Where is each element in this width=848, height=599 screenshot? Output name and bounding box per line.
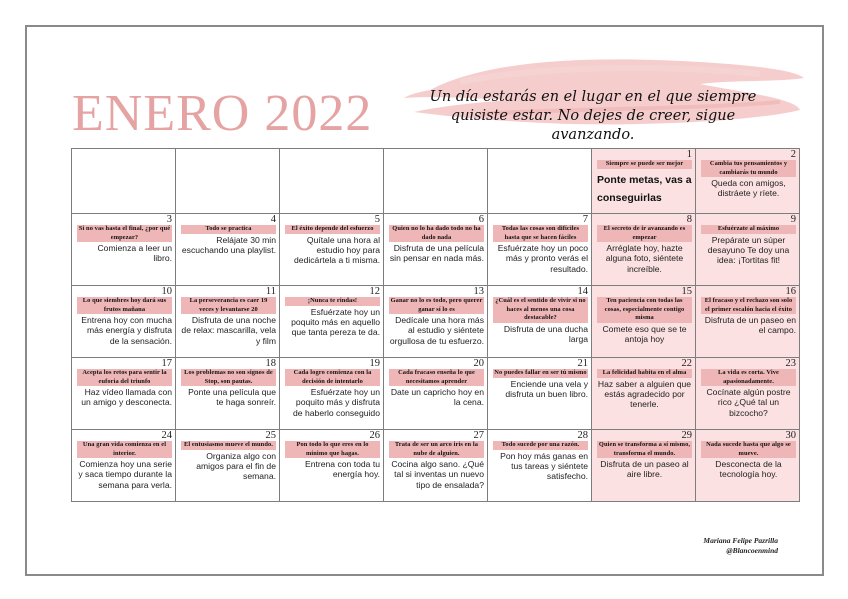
day-number: 9 xyxy=(790,214,796,225)
day-quote-highlight: Si no vas hasta el final, ¿por qué empezar? xyxy=(78,225,171,241)
day-activity-text: Comienza a leer un libro. xyxy=(97,243,172,264)
day-quote-highlight: Acepta los retos para sentir la euforia del triunfo xyxy=(77,369,172,386)
day-quote-highlight: Quien se transforma a sí mismo, transforma el mundo. xyxy=(598,441,691,457)
calendar-empty-cell xyxy=(72,149,176,214)
day-quote-highlight: Cada fracaso enseña lo que necesitamos aprender xyxy=(389,369,484,386)
day-activity-text: Disfruta de una noche de relax: mascarilla, vela y film xyxy=(181,315,276,346)
calendar-day-cell xyxy=(488,430,592,502)
day-number: 19 xyxy=(369,358,380,369)
day-quote-highlight: Una gran vida comienza en el interior. xyxy=(77,441,172,458)
day-quote-highlight: Todo sucede por una razón. xyxy=(493,441,588,450)
day-number: 4 xyxy=(270,214,276,225)
day-number: 22 xyxy=(681,358,692,369)
day-activity-text: Organiza algo con amigos para el fin de semana. xyxy=(196,450,276,482)
day-activity-text: Entrena con toda tu energía hoy. xyxy=(304,459,380,480)
day-activity-text: Queda con amigos, distráete y ríete. xyxy=(711,178,786,199)
calendar-day-cell xyxy=(384,430,488,502)
calendar-day-cell xyxy=(488,214,592,286)
day-number: 30 xyxy=(785,430,796,441)
day-number: 23 xyxy=(785,358,796,369)
day-quote-highlight: ¡Nunca te rindas! xyxy=(285,297,380,306)
day-number: 20 xyxy=(473,358,484,369)
day-number: 6 xyxy=(478,214,484,225)
day-number: 12 xyxy=(369,286,380,297)
day-activity-text: Disfruta de una película sin pensar en nada más. xyxy=(389,243,484,264)
day-quote-highlight: Nada sucede hasta que algo se mueve. xyxy=(701,441,796,458)
day-activity-text: Enciende una vela y disfruta un buen libro. xyxy=(505,378,588,399)
calendar-day-cell xyxy=(384,214,488,286)
day-number: 1 xyxy=(686,149,692,160)
calendar-day-cell xyxy=(384,358,488,430)
signature-handle: @Blancoenmind xyxy=(726,546,778,555)
day-activity-text: Quítale una hora al estudio hoy para dedicártela a ti misma. xyxy=(294,234,380,266)
calendar-week-row xyxy=(72,214,800,286)
day-quote-highlight: Lo que siembres hoy dará sus frutos mañana xyxy=(77,297,172,314)
day-activity-text: Comienza hoy una serie y saca tiempo durante la semana para verla. xyxy=(78,459,172,490)
calendar-day-cell xyxy=(488,286,592,358)
day-number: 5 xyxy=(374,214,380,225)
calendar-day-cell xyxy=(592,358,696,430)
day-activity-text: Esfuérzate hoy un poco más y pronto verás el resultado. xyxy=(497,243,588,274)
day-quote-highlight: Cada logro comienza con la decisión de intentarlo xyxy=(285,369,380,386)
day-quote-highlight: La perseverancia es caer 19 veces y levantarse 20 xyxy=(181,297,276,314)
day-number: 26 xyxy=(369,430,380,441)
day-quote-highlight: Quien no lo ha dado todo no ha dado nada xyxy=(389,225,484,242)
day-number: 29 xyxy=(681,430,692,441)
calendar-day-cell xyxy=(280,214,384,286)
calendar-day-cell xyxy=(592,149,696,214)
day-number: 27 xyxy=(473,430,484,441)
calendar-week-row xyxy=(72,149,800,214)
day-activity-text: Esfuérzate hoy un poquito más en aquello que tanta pereza te da. xyxy=(291,306,380,338)
day-number: 11 xyxy=(265,286,276,297)
day-number: 28 xyxy=(577,430,588,441)
day-activity-text: Arréglate hoy, hazte alguna foto, siéntete increíble. xyxy=(605,243,684,274)
day-number: 16 xyxy=(785,286,796,297)
day-number: 14 xyxy=(577,286,588,297)
calendar-empty-cell xyxy=(176,149,280,214)
calendar-empty-cell xyxy=(384,149,488,214)
day-number: 15 xyxy=(681,286,692,297)
calendar-grid xyxy=(71,148,800,502)
calendar-week-row xyxy=(72,358,800,430)
day-activity-text: Entrena hoy con mucha más energía y disfruta de la sensación. xyxy=(81,315,172,346)
day-number: 2 xyxy=(790,149,796,160)
day-quote-highlight: Todas las cosas son difíciles hasta que se hacen fáciles xyxy=(493,225,588,242)
day-quote-highlight: Esfuérzate al máximo xyxy=(701,225,796,234)
day-quote-highlight: El secreto de ir avanzando es empezar xyxy=(597,225,692,242)
day-activity-text: Disfruta de un paseo al aire libre. xyxy=(600,459,689,480)
day-activity-text: Haz vídeo llamada con un amigo y desconecta. xyxy=(81,387,172,408)
calendar-day-cell xyxy=(280,358,384,430)
signature-name: Mariana Felipe Pazrilla xyxy=(703,536,778,545)
day-activity-text: Prepárate un súper desayuno Te doy una idea: ¡Tortitas fit! xyxy=(707,234,790,266)
calendar-day-cell xyxy=(280,286,384,358)
calendar-day-cell xyxy=(72,286,176,358)
day-activity-text: Pon hoy más ganas en tus tareas y siéntete satisfecho. xyxy=(500,450,588,482)
calendar-day-cell xyxy=(176,286,280,358)
day-quote-highlight: Todo se practica xyxy=(181,225,276,234)
day-activity-text: Disfruta de una ducha larga xyxy=(503,323,588,344)
calendar-day-cell xyxy=(696,358,800,430)
calendar-empty-cell xyxy=(280,149,384,214)
calendar-week-row xyxy=(72,286,800,358)
day-number: 24 xyxy=(161,430,172,441)
day-number: 18 xyxy=(265,358,276,369)
day-quote-highlight: La felicidad habita en el alma xyxy=(597,369,692,378)
day-activity-text: Cocínate algún postre rico ¿Qué tal un bizcocho? xyxy=(706,387,791,418)
day-number: 8 xyxy=(686,214,692,225)
day-activity-text: Relájate 30 min escuchando una playlist. xyxy=(181,234,276,255)
calendar-day-cell xyxy=(176,214,280,286)
day-quote-highlight: Pon todo lo que eres en lo mínimo que hagas. xyxy=(285,441,380,458)
calendar-day-cell xyxy=(384,286,488,358)
day-activity-text: Comete eso que se te antoja hoy xyxy=(602,323,687,344)
calendar-day-cell xyxy=(280,430,384,502)
day-quote-highlight: El éxito depende del esfuerzo xyxy=(285,225,380,234)
day-number: 3 xyxy=(166,214,172,225)
day-number: 17 xyxy=(161,358,172,369)
calendar-week-row xyxy=(72,430,800,502)
day-activity-text: Ponte una película que te haga sonreír. xyxy=(188,387,276,408)
calendar-day-cell xyxy=(72,214,176,286)
calendar-day-cell xyxy=(696,286,800,358)
calendar-day-cell xyxy=(696,149,800,214)
calendar-day-cell xyxy=(176,430,280,502)
day-number: 25 xyxy=(265,430,276,441)
calendar-day-cell xyxy=(176,358,280,430)
day-quote-highlight: No puedes fallar en ser tú mismo xyxy=(494,369,587,376)
signature xyxy=(703,536,778,556)
day-quote-highlight: Ganar no lo es todo, pero querer ganar sí lo es xyxy=(390,297,483,313)
motivational-quote: Un día estarás en el lugar en el que siempre quisiste estar. No dejes de creer, sigue avanzando. xyxy=(429,89,757,143)
day-number: 13 xyxy=(473,286,484,297)
day-quote-highlight: Siempre se puede ser mejor xyxy=(597,160,692,169)
day-quote-highlight: Los problemas no son signos de Stop, son pautas. xyxy=(181,369,276,386)
calendar-day-cell xyxy=(72,358,176,430)
day-number: 7 xyxy=(582,214,588,225)
day-activity-text: Cocina algo sano. ¿Qué tal si inventas un nuevo tipo de ensalada? xyxy=(391,459,484,490)
day-quote-highlight: El entusiasmo mueve el mundo. xyxy=(181,441,276,450)
day-quote-highlight: El fracaso y el rechazo son solo el primer escalón hacia el éxito xyxy=(701,297,796,314)
day-quote-highlight: ¿Cuál es el sentido de vivir si no haces al menos una cosa destacable? xyxy=(493,297,588,323)
calendar-day-cell xyxy=(592,286,696,358)
calendar-day-cell xyxy=(592,430,696,502)
day-activity-text: Date un capricho hoy en la cena. xyxy=(390,387,484,408)
day-quote-highlight: Cambia tus pensamientos y cambiarás tu mundo xyxy=(701,160,796,177)
day-quote-highlight: Trata de ser un arco iris en la nube de alguien. xyxy=(389,441,484,458)
day-number: 21 xyxy=(577,358,588,369)
day-activity-text: Haz saber a alguien que estás agradecido por tenerle. xyxy=(597,378,692,410)
calendar-day-cell xyxy=(696,430,800,502)
page-title: ENERO 2022 xyxy=(72,85,373,142)
calendar-day-cell xyxy=(592,214,696,286)
calendar-day-cell xyxy=(72,430,176,502)
day-activity-text: Ponte metas, vas a conseguirlas xyxy=(597,173,692,204)
calendar-empty-cell xyxy=(488,149,592,214)
day-number: 10 xyxy=(161,286,172,297)
day-quote-highlight: Ten paciencia con todas las cosas, especialmente contigo misma xyxy=(597,297,692,323)
day-activity-text: Dedícale una hora más al estudio y siéntete orgullosa de tu esfuerzo. xyxy=(389,315,484,346)
calendar-day-cell xyxy=(696,214,800,286)
day-activity-text: Esfuérzate hoy un poquito más y disfruta de haberlo conseguido xyxy=(293,387,380,418)
day-activity-text: Desconecta de la tecnología hoy. xyxy=(715,459,782,480)
calendar-day-cell xyxy=(488,358,592,430)
day-activity-text: Disfruta de un paseo en el campo. xyxy=(704,315,796,336)
day-quote-highlight: La vida es corta. Vive apasionadamente. xyxy=(701,369,796,386)
